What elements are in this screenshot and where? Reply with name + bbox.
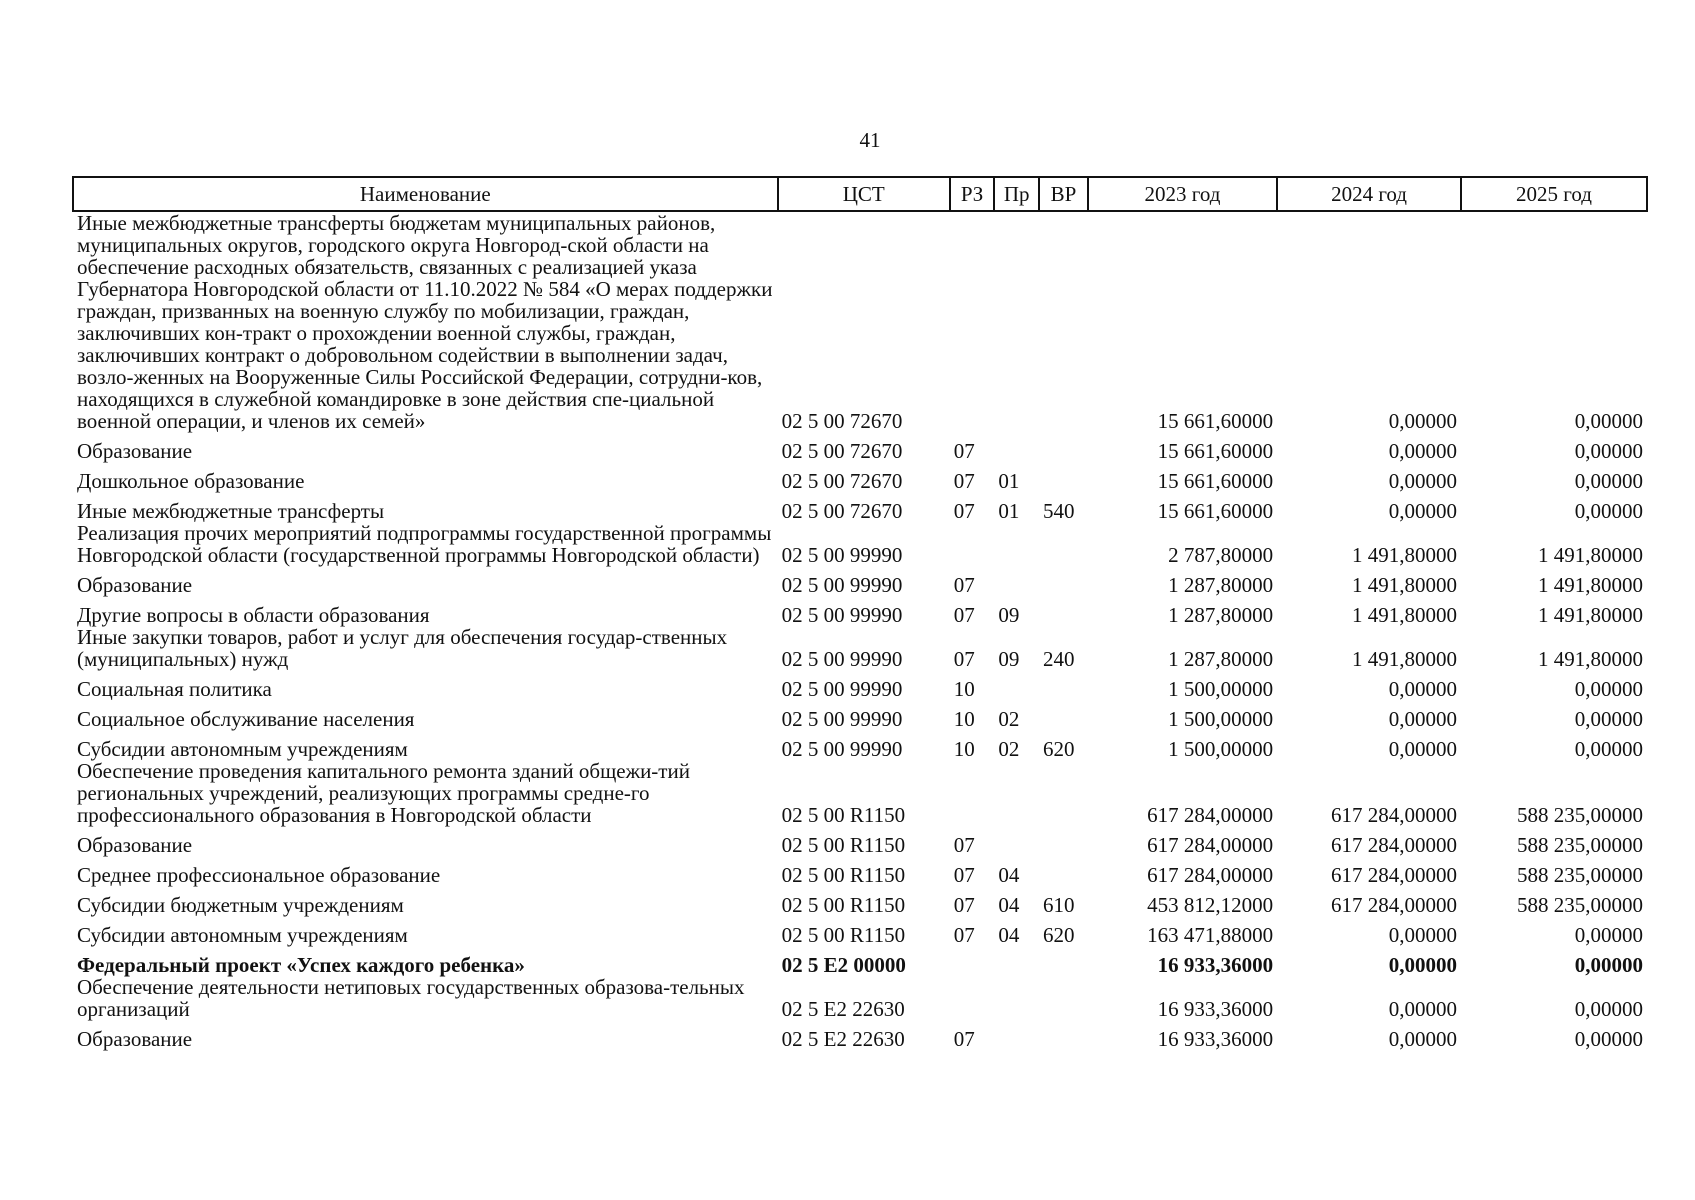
cell-pr [994, 522, 1039, 566]
cell-2023: 16 933,36000 [1157, 953, 1274, 977]
budget-table [72, 176, 1648, 1050]
cell-pr: 09 [998, 603, 1020, 627]
cell-rz: 07 [953, 863, 975, 887]
cell-rz [950, 760, 995, 826]
cell-2025: 0,00000 [1574, 469, 1643, 493]
cell-2025: 588 235,00000 [1517, 863, 1643, 887]
cell-rz [950, 946, 995, 976]
header-row [73, 177, 1647, 211]
cell-2025: 0,00000 [1574, 997, 1643, 1021]
cell-name: Социальная политика [77, 677, 272, 701]
cell-2023: 1 287,80000 [1168, 573, 1274, 597]
cell-2023: 1 287,80000 [1168, 647, 1274, 671]
cell-name: Образование [77, 573, 193, 597]
cell-2023: 15 661,60000 [1157, 409, 1274, 433]
cell-vr: 240 [1043, 647, 1075, 671]
cell-2023: 617 284,00000 [1147, 803, 1274, 827]
cell-2023: 617 284,00000 [1147, 863, 1274, 887]
table-body [73, 211, 1647, 1050]
cell-2025: 1 491,80000 [1538, 647, 1643, 671]
cell-2024: 1 491,80000 [1351, 573, 1457, 597]
table-row [73, 211, 1647, 432]
cell-pr: 02 [998, 707, 1020, 731]
cell-rz: 07 [953, 603, 975, 627]
cell-2024: 1 491,80000 [1351, 603, 1457, 627]
cell-cst: 02 5 00 99990 [781, 647, 903, 671]
table-row [73, 886, 1647, 916]
cell-rz [950, 522, 995, 566]
cell-pr: 04 [998, 923, 1020, 947]
cell-pr [994, 946, 1039, 976]
cell-vr [1039, 566, 1088, 596]
cell-rz: 07 [953, 469, 975, 493]
cell-vr [1039, 670, 1088, 700]
cell-rz: 07 [953, 573, 975, 597]
cell-name: Обеспечение проведения капитального ремонта зданий общежи-тий региональных учреждений, реализующих программы средне-го профессионального образования в Новгородской области [77, 759, 690, 827]
cell-name: Обеспечение деятельности нетиповых государственных образова-тельных организаций [77, 975, 745, 1021]
cell-name: Иные межбюджетные трансферты [77, 499, 385, 523]
cell-name: Дошкольное образование [77, 469, 305, 493]
cell-name: Образование [77, 439, 193, 463]
cell-2023: 1 500,00000 [1168, 677, 1274, 701]
cell-vr [1039, 856, 1088, 886]
cell-rz: 07 [953, 833, 975, 857]
cell-rz: 10 [953, 677, 975, 701]
cell-cst: 02 5 00 72670 [781, 439, 903, 463]
cell-2023: 15 661,60000 [1157, 469, 1274, 493]
cell-cst: 02 5 00 R1150 [781, 803, 906, 827]
cell-vr [1039, 211, 1088, 432]
cell-vr [1039, 596, 1088, 626]
cell-2023: 16 933,36000 [1157, 997, 1274, 1021]
cell-name: Реализация прочих мероприятий подпрограммы государственной программы Новгородской области (государственной программы Новгородской области) [77, 521, 772, 567]
header-2025: 2025 год [1461, 177, 1647, 211]
cell-cst: 02 5 00 99990 [781, 573, 903, 597]
table-row [73, 700, 1647, 730]
cell-2023: 2 787,80000 [1168, 543, 1274, 567]
cell-2024: 0,00000 [1388, 499, 1457, 523]
cell-2025: 0,00000 [1574, 707, 1643, 731]
cell-name: Образование [77, 1027, 193, 1051]
header-pr: Пр [994, 177, 1039, 211]
table-row [73, 976, 1647, 1020]
cell-cst: 02 5 00 72670 [781, 469, 903, 493]
cell-2024: 0,00000 [1388, 923, 1457, 947]
cell-2023: 617 284,00000 [1147, 833, 1274, 857]
cell-rz: 10 [953, 737, 975, 761]
cell-name: Другие вопросы в области образования [77, 603, 430, 627]
header-2023: 2023 год [1088, 177, 1277, 211]
cell-pr: 04 [998, 863, 1020, 887]
cell-pr: 02 [998, 737, 1020, 761]
cell-2024: 1 491,80000 [1351, 647, 1457, 671]
cell-cst: 02 5 00 72670 [781, 499, 903, 523]
cell-cst: 02 5 00 R1150 [781, 893, 906, 917]
cell-2024: 0,00000 [1388, 439, 1457, 463]
table-row [73, 566, 1647, 596]
cell-vr [1039, 432, 1088, 462]
cell-2024: 0,00000 [1388, 997, 1457, 1021]
table-row [73, 760, 1647, 826]
cell-2024: 0,00000 [1388, 737, 1457, 761]
cell-vr [1039, 522, 1088, 566]
cell-2025: 0,00000 [1574, 923, 1643, 947]
cell-2023: 1 500,00000 [1168, 737, 1274, 761]
cell-2025: 0,00000 [1574, 439, 1643, 463]
cell-cst: 02 5 E2 00000 [781, 953, 906, 977]
cell-pr [994, 211, 1039, 432]
cell-name: Субсидии автономным учреждениям [77, 737, 408, 761]
cell-pr: 01 [998, 499, 1020, 523]
cell-vr [1039, 826, 1088, 856]
cell-pr: 01 [998, 469, 1020, 493]
cell-2023: 16 933,36000 [1157, 1027, 1274, 1051]
cell-name: Иные закупки товаров, работ и услуг для обеспечения государ-ственных (муниципальных) нужд [77, 625, 728, 671]
table-row [73, 916, 1647, 946]
cell-2025: 0,00000 [1574, 677, 1643, 701]
cell-2025: 1 491,80000 [1538, 603, 1643, 627]
cell-rz: 07 [953, 499, 975, 523]
cell-pr [994, 1020, 1039, 1050]
cell-2025: 1 491,80000 [1538, 573, 1643, 597]
table-row [73, 1020, 1647, 1050]
cell-2024: 617 284,00000 [1330, 893, 1457, 917]
table-row [73, 626, 1647, 670]
cell-2024: 617 284,00000 [1330, 833, 1457, 857]
cell-cst: 02 5 00 99990 [781, 543, 903, 567]
cell-cst: 02 5 00 99990 [781, 737, 903, 761]
table-row [73, 596, 1647, 626]
cell-cst: 02 5 00 R1150 [781, 863, 906, 887]
cell-cst: 02 5 00 99990 [781, 677, 903, 701]
cell-pr: 09 [998, 647, 1020, 671]
table-row [73, 432, 1647, 462]
cell-vr: 620 [1043, 737, 1075, 761]
header-rz: РЗ [950, 177, 995, 211]
cell-vr [1039, 760, 1088, 826]
cell-name: Социальное обслуживание населения [77, 707, 415, 731]
cell-2023: 163 471,88000 [1147, 923, 1274, 947]
cell-name: Среднее профессиональное образование [77, 863, 441, 887]
cell-cst: 02 5 E2 22630 [781, 997, 905, 1021]
cell-2023: 1 500,00000 [1168, 707, 1274, 731]
cell-2024: 0,00000 [1388, 953, 1457, 977]
cell-vr: 620 [1043, 923, 1075, 947]
header-2024: 2024 год [1277, 177, 1461, 211]
cell-vr [1039, 700, 1088, 730]
cell-2024: 0,00000 [1388, 707, 1457, 731]
cell-vr [1039, 976, 1088, 1020]
cell-pr [994, 566, 1039, 596]
cell-cst: 02 5 00 R1150 [781, 923, 906, 947]
cell-2024: 0,00000 [1388, 469, 1457, 493]
table-row [73, 462, 1647, 492]
cell-rz [950, 211, 995, 432]
cell-2025: 0,00000 [1574, 1027, 1643, 1051]
cell-2025: 1 491,80000 [1538, 543, 1643, 567]
table-header [73, 177, 1647, 211]
cell-pr [994, 670, 1039, 700]
cell-cst: 02 5 00 99990 [781, 603, 903, 627]
header-name: Наименование [73, 177, 778, 211]
table-row [73, 492, 1647, 522]
cell-2025: 0,00000 [1574, 499, 1643, 523]
cell-name: Образование [77, 833, 193, 857]
cell-vr [1039, 946, 1088, 976]
cell-2023: 1 287,80000 [1168, 603, 1274, 627]
cell-name: Субсидии автономным учреждениям [77, 923, 408, 947]
cell-rz: 07 [953, 893, 975, 917]
cell-2024: 1 491,80000 [1351, 543, 1457, 567]
cell-2023: 15 661,60000 [1157, 499, 1274, 523]
table-row [73, 670, 1647, 700]
cell-cst: 02 5 00 R1150 [781, 833, 906, 857]
cell-vr: 540 [1043, 499, 1075, 523]
cell-rz: 07 [953, 647, 975, 671]
cell-2024: 0,00000 [1388, 409, 1457, 433]
cell-2024: 617 284,00000 [1330, 863, 1457, 887]
page-number: 41 [859, 128, 881, 152]
cell-cst: 02 5 E2 22630 [781, 1027, 905, 1051]
cell-vr [1039, 1020, 1088, 1050]
cell-pr [994, 976, 1039, 1020]
cell-name: Иные межбюджетные трансферты бюджетам муниципальных районов, муниципальных округов, городского округа Новгород-ской области на обеспечение расходных обязательств, связанных с реализацией указа Губернатора Новгородской области от 11.10.2022 № 584 «О мерах поддержки граждан, призванных на военную службу по мобилизации, граждан, заключивших кон-тракт о прохождении военной службы, граждан, заключивших контракт о добровольном содействии в выполнении задач, возло-женных на Вооруженные Силы Российской Федерации, сотрудни-ков, находящихся в служебной командировке в зоне действия спе-циальной военной операции, и членов их семей» [77, 211, 773, 433]
cell-cst: 02 5 00 99990 [781, 707, 903, 731]
table-row [73, 826, 1647, 856]
cell-cst: 02 5 00 72670 [781, 409, 903, 433]
cell-2024: 617 284,00000 [1330, 803, 1457, 827]
cell-2025: 588 235,00000 [1517, 833, 1643, 857]
cell-rz [950, 976, 995, 1020]
cell-2024: 0,00000 [1388, 677, 1457, 701]
table-row [73, 946, 1647, 976]
header-vr: ВР [1039, 177, 1088, 211]
cell-vr: 610 [1043, 893, 1075, 917]
cell-pr [994, 432, 1039, 462]
cell-vr [1039, 462, 1088, 492]
cell-pr: 04 [998, 893, 1020, 917]
table-row [73, 522, 1647, 566]
cell-rz: 07 [953, 439, 975, 463]
cell-name: Субсидии бюджетным учреждениям [77, 893, 404, 917]
cell-2025: 0,00000 [1574, 737, 1643, 761]
cell-name: Федеральный проект «Успех каждого ребенка» [77, 953, 525, 977]
cell-rz: 07 [953, 923, 975, 947]
cell-2025: 588 235,00000 [1517, 893, 1643, 917]
cell-rz: 07 [953, 1027, 975, 1051]
cell-pr [994, 760, 1039, 826]
table-row [73, 730, 1647, 760]
header-cst: ЦСТ [778, 177, 950, 211]
cell-2025: 588 235,00000 [1517, 803, 1643, 827]
cell-2025: 0,00000 [1574, 953, 1643, 977]
cell-rz: 10 [953, 707, 975, 731]
cell-2023: 15 661,60000 [1157, 439, 1274, 463]
table-row [73, 856, 1647, 886]
cell-2024: 0,00000 [1388, 1027, 1457, 1051]
cell-2025: 0,00000 [1574, 409, 1643, 433]
cell-2023: 453 812,12000 [1147, 893, 1274, 917]
cell-pr [994, 826, 1039, 856]
